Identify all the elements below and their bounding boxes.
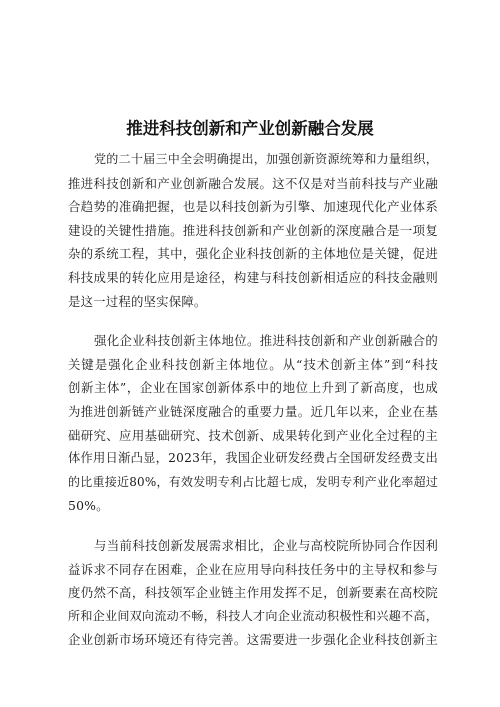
paragraph-line: 50%。 xyxy=(68,498,109,514)
paragraph-2 xyxy=(68,329,438,518)
paragraph-line: 体作用日渐凸显，2023年，我国企业研发经费占全国研发经费支出 xyxy=(68,451,438,466)
paragraph-line: 所和企业间双向流动不畅，科技人才向企业流动积极性和兴趣不高， xyxy=(68,608,438,623)
paragraph-line: 度仍然不高，科技领军企业链主作用发挥不足，创新要素在高校院 xyxy=(68,585,438,601)
paragraph-line: 推进科技创新和产业创新融合发展。这不仅是对当前科技与产业融 xyxy=(68,175,438,191)
paragraph-line: 合趋势的准确把握，也是以科技创新为引擎、加速现代化产业体系 xyxy=(68,199,438,215)
paragraph-line: 为推进创新链产业链深度融合的重要力量。近几年以来，企业在基 xyxy=(68,403,438,419)
paragraph-3 xyxy=(68,534,438,652)
document-title: 推进科技创新和产业创新融合发展 xyxy=(126,119,374,138)
paragraph-line: 与当前科技创新发展需求相比，企业与高校院所协同合作因利 xyxy=(94,537,438,553)
paragraph-1 xyxy=(68,148,438,313)
paragraph-line: 杂的系统工程，其中，强化企业科技创新的主体地位是关键，促进 xyxy=(68,246,438,262)
paragraph-line: 关键是强化企业科技创新主体地位。从“技术创新主体”到“科技 xyxy=(68,356,438,372)
paragraph-line: 党的二十届三中全会明确提出，加强创新资源统筹和力量组织， xyxy=(94,152,438,166)
paragraph-line: 是这一过程的坚实保障。 xyxy=(68,293,207,309)
paragraph-line: 强化企业科技创新主体地位。推进科技创新和产业创新融合的 xyxy=(94,333,438,349)
paragraph-line: 科技成果的转化应用是途径，构建与科技创新相适应的科技金融则 xyxy=(68,269,438,285)
paragraph-line: 益诉求不同存在困难，企业在应用导向科技任务中的主导权和参与 xyxy=(68,561,438,577)
paragraph-line: 础研究、应用基础研究、技术创新、成果转化到产业化全过程的主 xyxy=(68,427,438,443)
paragraph-line: 创新主体”，企业在国家创新体系中的地位上升到了新高度，也成 xyxy=(68,380,438,396)
paragraph-line: 建设的关键性措施。推进科技创新和产业创新的深度融合是一项复 xyxy=(68,222,438,238)
document-body xyxy=(68,148,438,668)
paragraph-line: 的比重接近80%，有效发明专利占比超七成，发明专利产业化率超过 xyxy=(68,474,438,489)
paragraph-line: 企业创新市场环境还有待完善。这需要进一步强化企业科技创新主 xyxy=(68,632,438,648)
